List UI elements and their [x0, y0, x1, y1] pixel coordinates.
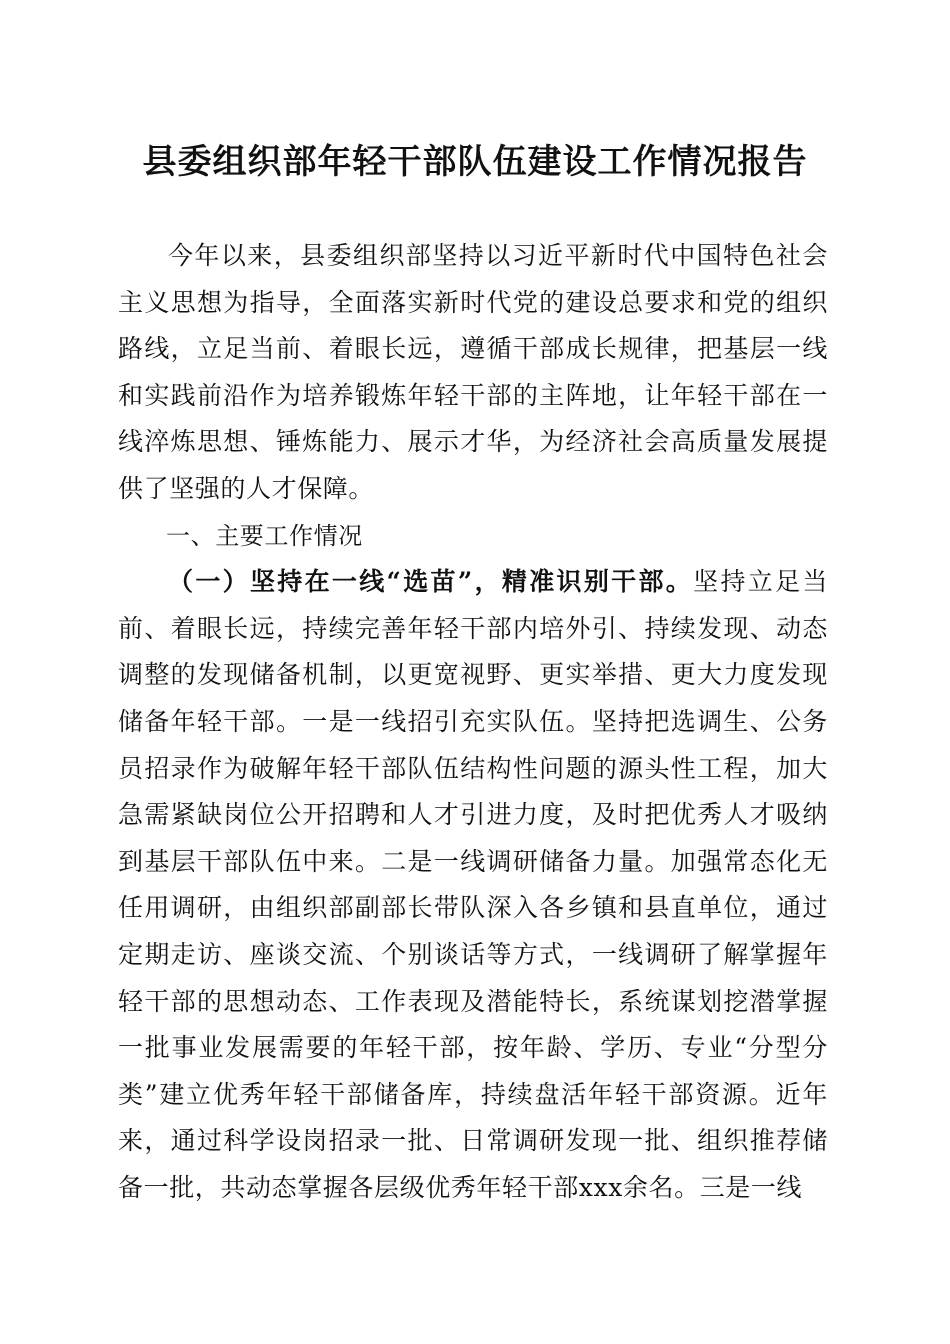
subsection-heading: （一）坚持在一线“选苗”，精准识别干部。 — [168, 567, 694, 597]
section-heading: 一、主要工作情况 — [166, 521, 363, 550]
subsection-body: 坚持立足当前、着眼长远，持续完善年轻干部内培外引、持续发现、动态调整的发现储备机制，以更宽视野、更实举措、更大力度发现储备年轻干部。一是一线招引充实队伍。坚持把选调生、公务员招录作为破解年轻干部队伍结构性问题的源头性工程，加大急需紧缺岗位公开招聘和人才引进力度，及时把优秀人才吸纳到基层干部队伍中来。二是一线调研储备力量。加强常态化无任用调研，由组织部副部长带队深入各乡镇和县直单位，通过定期走访、座谈交流、个别谈话等方式，一线调研了解掌握年轻干部的思想动态、工作表现及潜能特长，系统谋划挖潜掌握一批事业发展需要的年轻干部，按年龄、学历、专业“分型分类”建立优秀年轻干部储备库，持续盘活年轻干部资源。近年来，通过科学设岗招录一批、日常调研发现一批、组织推荐储备一批，共动态掌握各层级优秀年轻干部xxx余名。三是一线 — [118, 567, 828, 1202]
subsection-paragraph — [118, 559, 828, 1211]
intro-paragraph: 今年以来，县委组织部坚持以习近平新时代中国特色社会主义思想为指导，全面落实新时代党的建设总要求和党的组织路线，立足当前、着眼长远，遵循干部成长规律，把基层一线和实践前沿作为培养锻炼年轻干部的主阵地，让年轻干部在一线淬炼思想、锤炼能力、展示才华，为经济社会高质量发展提供了坚强的人才保障。 — [118, 241, 828, 503]
document-title: 县委组织部年轻干部队伍建设工作情况报告 — [142, 142, 808, 182]
document-body — [118, 233, 828, 1211]
